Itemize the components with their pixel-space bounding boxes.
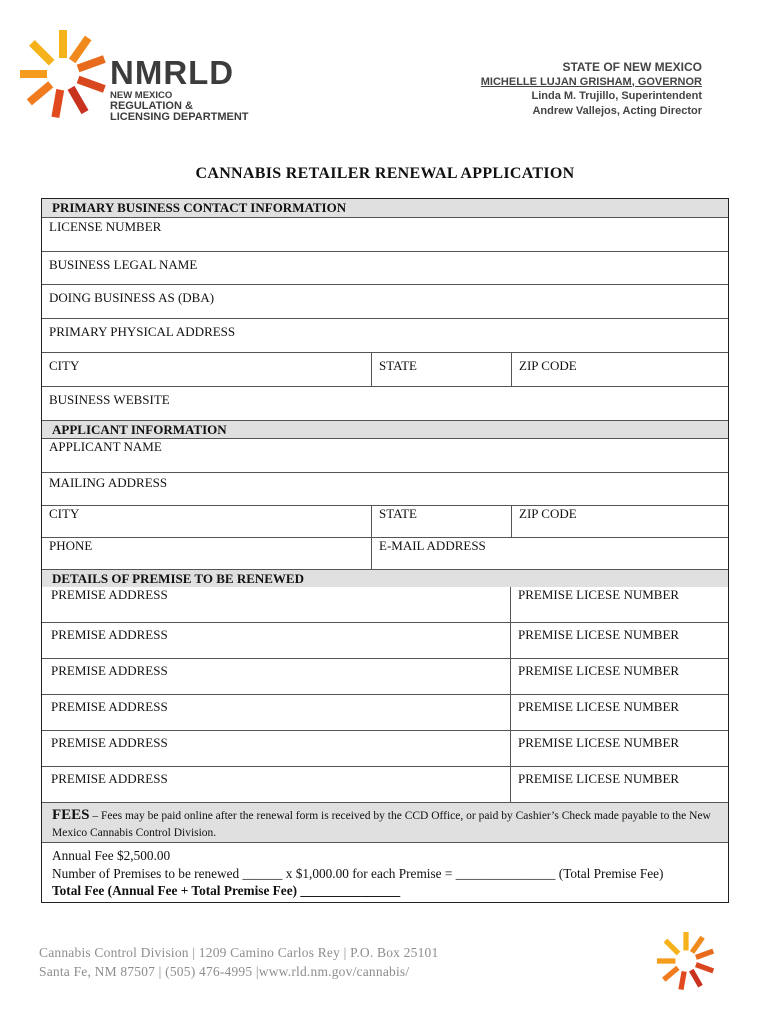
section-premise-details: DETAILS OF PREMISE TO BE RENEWED	[42, 569, 728, 587]
section-primary-contact: PRIMARY BUSINESS CONTACT INFORMATION	[42, 199, 728, 217]
state-name: STATE OF NEW MEXICO	[562, 60, 702, 74]
renewal-form	[41, 198, 729, 903]
fees-label: FEES	[52, 807, 90, 823]
sunburst-icon	[20, 28, 106, 128]
premise-row	[42, 658, 728, 694]
premise-address-field[interactable]: PREMISE ADDRESS	[51, 587, 168, 602]
premise-address-field[interactable]: PREMISE ADDRESS	[51, 663, 168, 678]
logo-line-2: REGULATION &	[110, 100, 193, 112]
primary-state-field[interactable]: STATE	[371, 353, 511, 386]
premises-fee-line[interactable]: Number of Premises to be renewed ______ x $1,000.00 for each Premise = _______________ (Total Premise Fee)	[52, 865, 664, 881]
section-applicant-info: APPLICANT INFORMATION	[42, 420, 728, 438]
logo-line-1: NEW MEXICO	[110, 90, 173, 101]
business-website-label: BUSINESS WEBSITE	[49, 392, 170, 407]
footer-address	[39, 943, 438, 981]
license-number-label: LICENSE NUMBER	[49, 219, 162, 234]
dba-field[interactable]	[42, 284, 728, 318]
premise-license-field[interactable]: PREMISE LICESE NUMBER	[510, 767, 728, 802]
fees-body	[42, 842, 728, 902]
license-number-field[interactable]	[42, 217, 728, 251]
applicant-name-field[interactable]	[42, 438, 728, 472]
applicant-city-field[interactable]: CITY	[49, 506, 80, 521]
applicant-state-field[interactable]: STATE	[371, 506, 511, 537]
premise-row	[42, 587, 728, 622]
physical-address-label: PRIMARY PHYSICAL ADDRESS	[49, 324, 236, 339]
state-officials-block	[481, 60, 702, 118]
governor-name: MICHELLE LUJAN GRISHAM, GOVERNOR	[480, 75, 702, 88]
dba-label: DOING BUSINESS AS (DBA)	[49, 290, 215, 305]
premise-row	[42, 622, 728, 658]
physical-address-field[interactable]	[42, 318, 728, 352]
premise-row	[42, 694, 728, 730]
nmrld-logo	[20, 28, 260, 128]
email-field[interactable]: E-MAIL ADDRESS	[371, 538, 728, 569]
footer-line-1: Cannabis Control Division | 1209 Camino Carlos Rey | P.O. Box 25101	[39, 945, 439, 960]
document-title: CANNABIS RETAILER RENEWAL APPLICATION	[195, 165, 575, 182]
premise-address-field[interactable]: PREMISE ADDRESS	[51, 771, 168, 786]
premise-license-field[interactable]: PREMISE LICESE NUMBER	[510, 659, 728, 694]
business-legal-name-label: BUSINESS LEGAL NAME	[49, 257, 198, 272]
footer-sunburst-icon	[652, 928, 720, 994]
premise-row	[42, 730, 728, 766]
phone-email-row	[42, 537, 728, 569]
premise-license-field[interactable]: PREMISE LICESE NUMBER	[510, 731, 728, 766]
premise-license-field[interactable]: PREMISE LICESE NUMBER	[510, 587, 728, 622]
primary-city-field[interactable]: CITY	[49, 358, 80, 373]
business-legal-name-field[interactable]	[42, 251, 728, 284]
premise-license-field[interactable]: PREMISE LICESE NUMBER	[510, 623, 728, 658]
primary-city-state-zip-row	[42, 352, 728, 386]
business-website-field[interactable]	[42, 386, 728, 420]
premise-address-field[interactable]: PREMISE ADDRESS	[51, 735, 168, 750]
logo-wordmark: NMRLD	[110, 54, 235, 91]
mailing-address-label: MAILING ADDRESS	[49, 475, 168, 490]
footer-line-2: Santa Fe, NM 87507 | (505) 476-4995 |www.rld.nm.gov/cannabis/	[39, 964, 410, 979]
applicant-city-state-zip-row	[42, 505, 728, 537]
annual-fee-line: Annual Fee $2,500.00	[52, 848, 171, 863]
director-name: Andrew Vallejos, Acting Director	[532, 104, 702, 117]
premise-address-field[interactable]: PREMISE ADDRESS	[51, 699, 168, 714]
applicant-name-label: APPLICANT NAME	[49, 439, 162, 454]
logo-line-3: LICENSING DEPARTMENT	[110, 111, 249, 123]
premise-address-field[interactable]: PREMISE ADDRESS	[51, 627, 168, 642]
fees-header	[42, 802, 728, 842]
superintendent-name: Linda M. Trujillo, Superintendent	[531, 90, 702, 102]
total-fee-line[interactable]: Total Fee (Annual Fee + Total Premise Fee) _______________	[52, 883, 401, 898]
premise-row	[42, 766, 728, 802]
fees-note: – Fees may be paid online after the renewal form is received by the CCD Office, or paid by Cashier’s Check made payable to the New Mexico Cannabis Control Division.	[52, 810, 711, 839]
primary-zip-field[interactable]: ZIP CODE	[511, 353, 728, 386]
premise-rows	[42, 587, 728, 802]
phone-field[interactable]: PHONE	[49, 538, 93, 553]
applicant-zip-field[interactable]: ZIP CODE	[511, 506, 728, 537]
premise-license-field[interactable]: PREMISE LICESE NUMBER	[510, 695, 728, 730]
mailing-address-field[interactable]	[42, 472, 728, 505]
